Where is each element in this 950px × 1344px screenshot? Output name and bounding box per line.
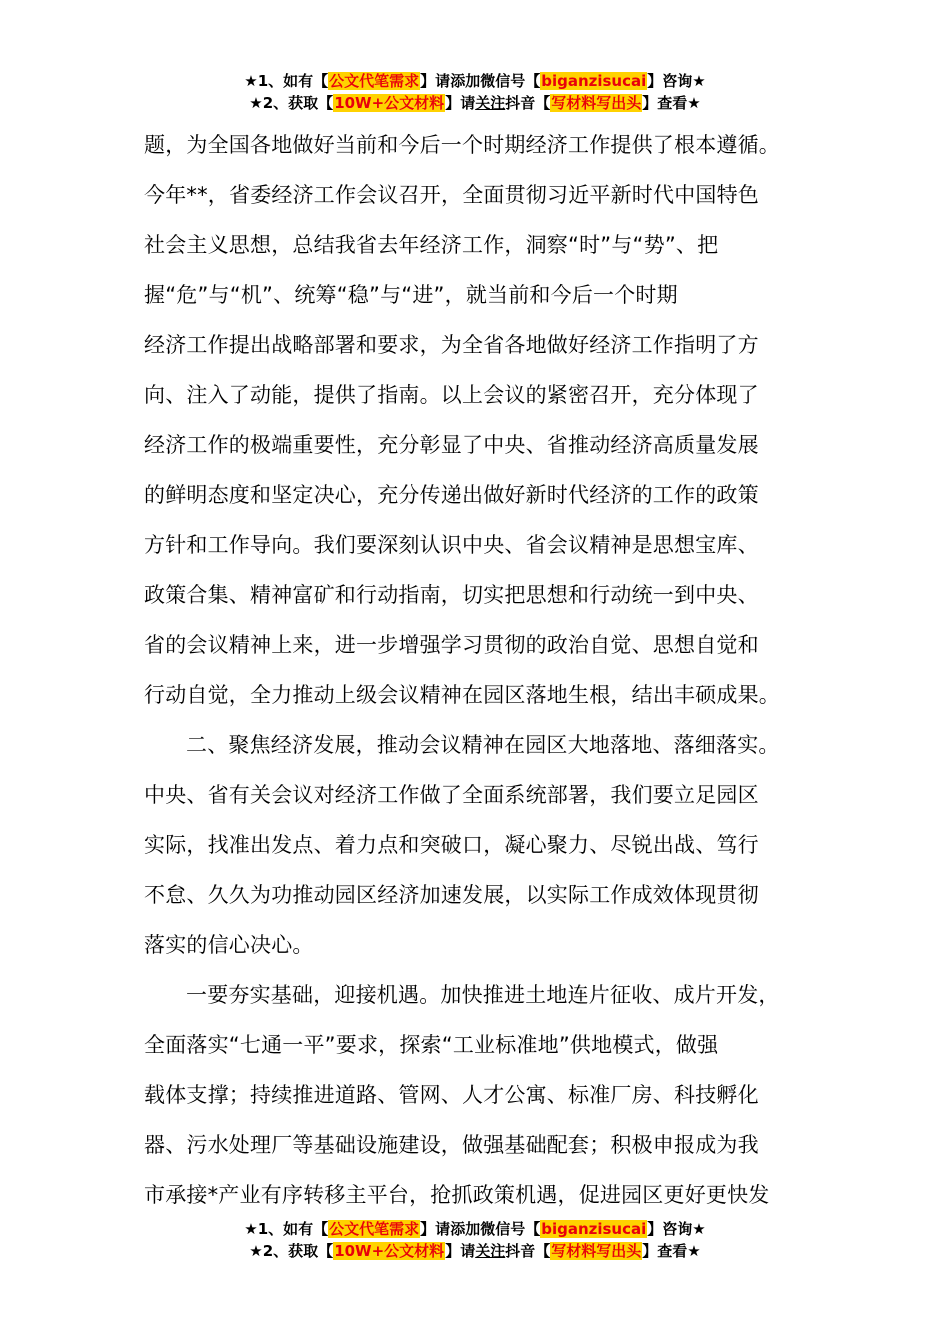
promo-emphasis: 关注: [475, 94, 506, 112]
promo-text: 抖音【: [505, 94, 551, 112]
text-line: 社会主义思想，总结我省去年经济工作，洞察“时”与“势”、把: [144, 233, 719, 257]
promo-emphasis: 添加: [450, 72, 481, 90]
text-line: 行动自觉，全力推动上级会议精神在园区落地生根，结出丰硕成果。: [144, 683, 780, 707]
document-body: [144, 120, 824, 1220]
text-line: 载体支撑；持续推进道路、管网、人才公寓、标准厂房、科技孵化: [144, 1083, 759, 1107]
text-line: 实际，找准出发点、着力点和突破口，凝心聚力、尽锐出战、笃行: [144, 833, 759, 857]
footer-promo-banner: [0, 1218, 950, 1262]
promo-highlight: 公文代笔需求: [329, 1220, 420, 1238]
promo-emphasis: 关注: [475, 1242, 506, 1260]
text-line: 器、污水处理厂等基础设施建设，做强基础配套；积极申报成为我: [144, 1133, 759, 1157]
promo-text: 】请: [420, 1220, 451, 1238]
promo-text: 】查看★: [642, 94, 701, 112]
text-line: 经济工作的极端重要性，充分彰显了中央、省推动经济高质量发展: [144, 433, 759, 457]
text-line: 向、注入了动能，提供了指南。以上会议的紧密召开，充分体现了: [144, 383, 759, 407]
text-line: 经济工作提出战略部署和要求，为全省各地做好经济工作指明了方: [144, 333, 759, 357]
text-line: 方针和工作导向。我们要深刻认识中央、省会议精神是思想宝库、: [144, 533, 759, 557]
section-heading: 二、聚焦经济发展，推动会议精神在园区大地落地、落细落实。: [186, 733, 780, 757]
promo-douyin-name: 写材料写出头: [551, 1242, 642, 1260]
promo-text: 】咨询★: [647, 72, 706, 90]
promo-text: 】请: [420, 72, 451, 90]
promo-text: 微信号【: [480, 1220, 541, 1238]
header-promo-banner: [0, 70, 950, 114]
promo-highlight: 10W+公文材料: [334, 94, 445, 112]
promo-text: 】请: [445, 94, 476, 112]
promo-text: ★2、获取【: [249, 1242, 334, 1260]
text-line: 中央、省有关会议对经济工作做了全面系统部署，我们要立足园区: [144, 783, 759, 807]
promo-line-2: [0, 92, 950, 114]
promo-emphasis: 添加: [450, 1220, 481, 1238]
promo-line-1: [0, 70, 950, 92]
text-line: 市承接*产业有序转移主平台，抢抓政策机遇，促进园区更好更快发: [144, 1183, 770, 1207]
text-line: 的鲜明态度和坚定决心，充分传递出做好新时代经济的工作的政策: [144, 483, 759, 507]
text-line: 全面落实“七通一平”要求，探索“工业标准地”供地模式，做强: [144, 1033, 719, 1057]
promo-wechat-id: biganzisucai: [541, 1220, 647, 1238]
text-line: 握“危”与“机”、统筹“稳”与“进”，就当前和今后一个时期: [144, 283, 678, 307]
text-line: 省的会议精神上来，进一步增强学习贯彻的政治自觉、思想自觉和: [144, 633, 759, 657]
text-line: 题，为全国各地做好当前和今后一个时期经济工作提供了根本遵循。: [144, 133, 780, 157]
promo-text: 微信号【: [480, 72, 541, 90]
text-line: 不怠、久久为功推动园区经济加速发展，以实际工作成效体现贯彻: [144, 883, 759, 907]
promo-text: 】请: [445, 1242, 476, 1260]
promo-douyin-name: 写材料写出头: [551, 94, 642, 112]
promo-line-2: [0, 1240, 950, 1262]
promo-text: ★1、如有【: [244, 1220, 329, 1238]
promo-text: 】查看★: [642, 1242, 701, 1260]
promo-text: ★2、获取【: [249, 94, 334, 112]
promo-wechat-id: biganzisucai: [541, 72, 647, 90]
text-line: 政策合集、精神富矿和行动指南，切实把思想和行动统一到中央、: [144, 583, 759, 607]
promo-text: 】咨询★: [647, 1220, 706, 1238]
promo-text: 抖音【: [505, 1242, 551, 1260]
promo-highlight: 公文代笔需求: [329, 72, 420, 90]
promo-text: ★1、如有【: [244, 72, 329, 90]
promo-highlight: 10W+公文材料: [334, 1242, 445, 1260]
promo-line-1: [0, 1218, 950, 1240]
text-line: 落实的信心决心。: [144, 933, 314, 957]
text-line: 今年**，省委经济工作会议召开，全面贯彻习近平新时代中国特色: [144, 183, 759, 207]
paragraph-start-line: 一要夯实基础，迎接机遇。加快推进土地连片征收、成片开发，: [186, 983, 780, 1007]
